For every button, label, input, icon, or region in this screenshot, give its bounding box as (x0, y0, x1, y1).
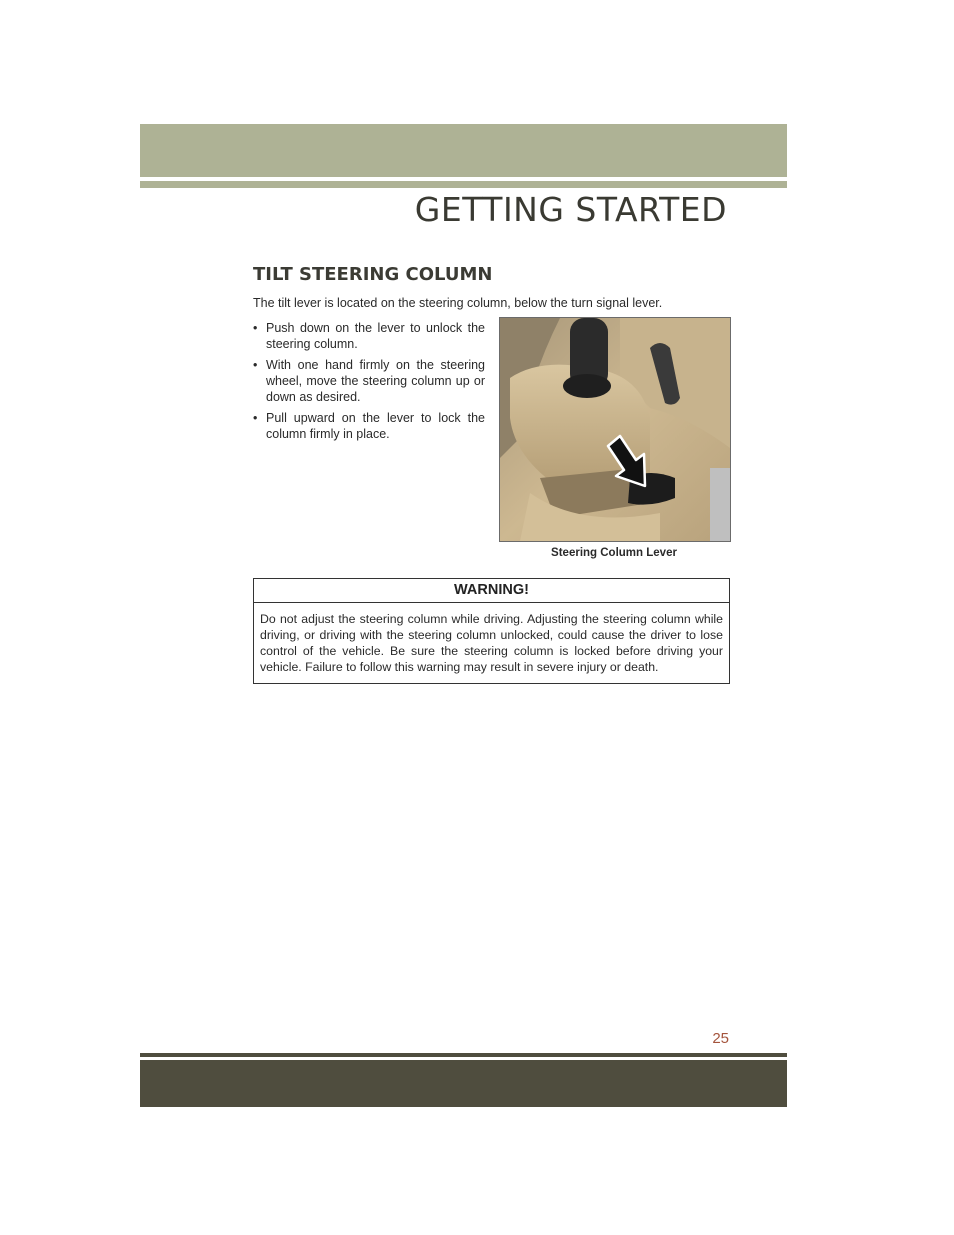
bullet-icon: • (253, 358, 258, 372)
list-item-text: With one hand firmly on the steering wheel, move the steering column up or down as desired. (266, 358, 485, 404)
list-item (253, 357, 485, 405)
instruction-list (253, 320, 485, 447)
warning-text: Do not adjust the steering column while driving. Adjusting the steering column while driving, or driving with the steering column unlocked, could cause the driver to lose control of the vehicle. Be sure the steering column is locked before driving your vehicle. Failure to follow this warning may result in severe injury or death. (260, 612, 723, 674)
photo-caption: Steering Column Lever (551, 547, 677, 559)
page-heading: TILT STEERING COLUMN (253, 264, 493, 285)
list-item-text: Pull upward on the lever to lock the column firmly in place. (266, 411, 485, 441)
page-number: 25 (712, 1030, 729, 1047)
header-band (140, 124, 787, 177)
bullet-icon: • (253, 321, 258, 335)
intro-paragraph: The tilt lever is located on the steering column, below the turn signal lever. (253, 296, 663, 310)
header-rule (140, 181, 787, 188)
list-item-text: Push down on the lever to unlock the steering column. (266, 321, 485, 351)
list-item (253, 320, 485, 352)
bullet-icon: • (253, 411, 258, 425)
steering-column-illustration (500, 318, 730, 541)
steering-column-photo (499, 317, 731, 542)
warning-title: WARNING! (254, 579, 729, 603)
warning-box (253, 578, 730, 684)
list-item (253, 410, 485, 442)
footer-band (140, 1060, 787, 1107)
section-title: GETTING STARTED (414, 190, 727, 229)
footer-rule (140, 1053, 787, 1057)
